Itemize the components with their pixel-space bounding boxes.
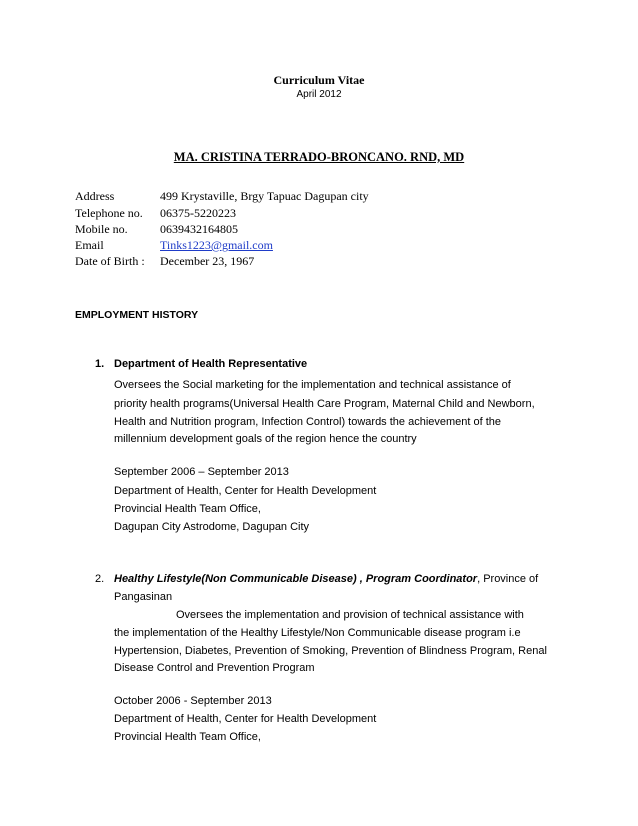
email-link[interactable]: Tinks1223@gmail.com xyxy=(160,238,273,252)
job-title-line2: Pangasinan xyxy=(114,591,173,603)
job-period: September 2006 – September 2013 xyxy=(114,466,289,478)
applicant-name: MA. CRISTINA TERRADO-BRONCANO. RND, MD xyxy=(173,150,465,164)
job-title: Healthy Lifestyle(Non Communicable Disease) , Program Coordinator xyxy=(114,573,478,585)
job-location-line: Dagupan City Astrodome, Dagupan City xyxy=(114,521,310,533)
info-value: December 23, 1967 xyxy=(160,254,255,268)
job-description-line: Oversees the implementation and provision of technical assistance with xyxy=(176,609,524,621)
info-value: 499 Krystaville, Brgy Tapuac Dagupan city xyxy=(160,189,369,203)
job-description-line: millennium development goals of the region hence the country xyxy=(114,433,417,445)
info-label: Address xyxy=(75,189,115,203)
job-location-line: Department of Health, Center for Health Development xyxy=(114,713,377,725)
section-heading: EMPLOYMENT HISTORY xyxy=(75,309,199,321)
info-label: Email xyxy=(75,238,104,252)
info-value: 06375-5220223 xyxy=(160,206,236,220)
info-value: 0639432164805 xyxy=(160,222,238,236)
job-description-line: the implementation of the Healthy Lifestyle/Non Communicable disease program i.e xyxy=(114,627,521,639)
job-description-line: Health and Nutrition program, Infection Control) towards the achievement of the xyxy=(114,416,502,428)
job-description-line: Disease Control and Prevention Program xyxy=(114,662,315,674)
job-description-line: Oversees the Social marketing for the implementation and technical assistance of xyxy=(114,379,511,391)
job-location-line: Provincial Health Team Office, xyxy=(114,731,261,743)
info-label: Date of Birth : xyxy=(75,254,145,268)
cv-title: Curriculum Vitae xyxy=(273,73,365,87)
job-description-line: Hypertension, Diabetes, Prevention of Smoking, Prevention of Blindness Program, Renal xyxy=(114,645,547,657)
info-label: Telephone no. xyxy=(75,206,143,220)
cv-date: April 2012 xyxy=(296,89,342,100)
job-description-line: priority health programs(Universal Health Care Program, Maternal Child and Newborn, xyxy=(114,398,535,410)
info-label: Mobile no. xyxy=(75,222,128,236)
job-title-line xyxy=(114,573,538,585)
job-number: 1. xyxy=(95,358,105,370)
job-location-line: Department of Health, Center for Health Development xyxy=(114,485,377,497)
job-title-suffix: , Province of xyxy=(477,573,539,585)
job-title: Department of Health Representative xyxy=(114,358,308,370)
job-period: October 2006 - September 2013 xyxy=(114,695,272,707)
job-number: 2. xyxy=(95,573,105,585)
job-location-line: Provincial Health Team Office, xyxy=(114,503,261,515)
